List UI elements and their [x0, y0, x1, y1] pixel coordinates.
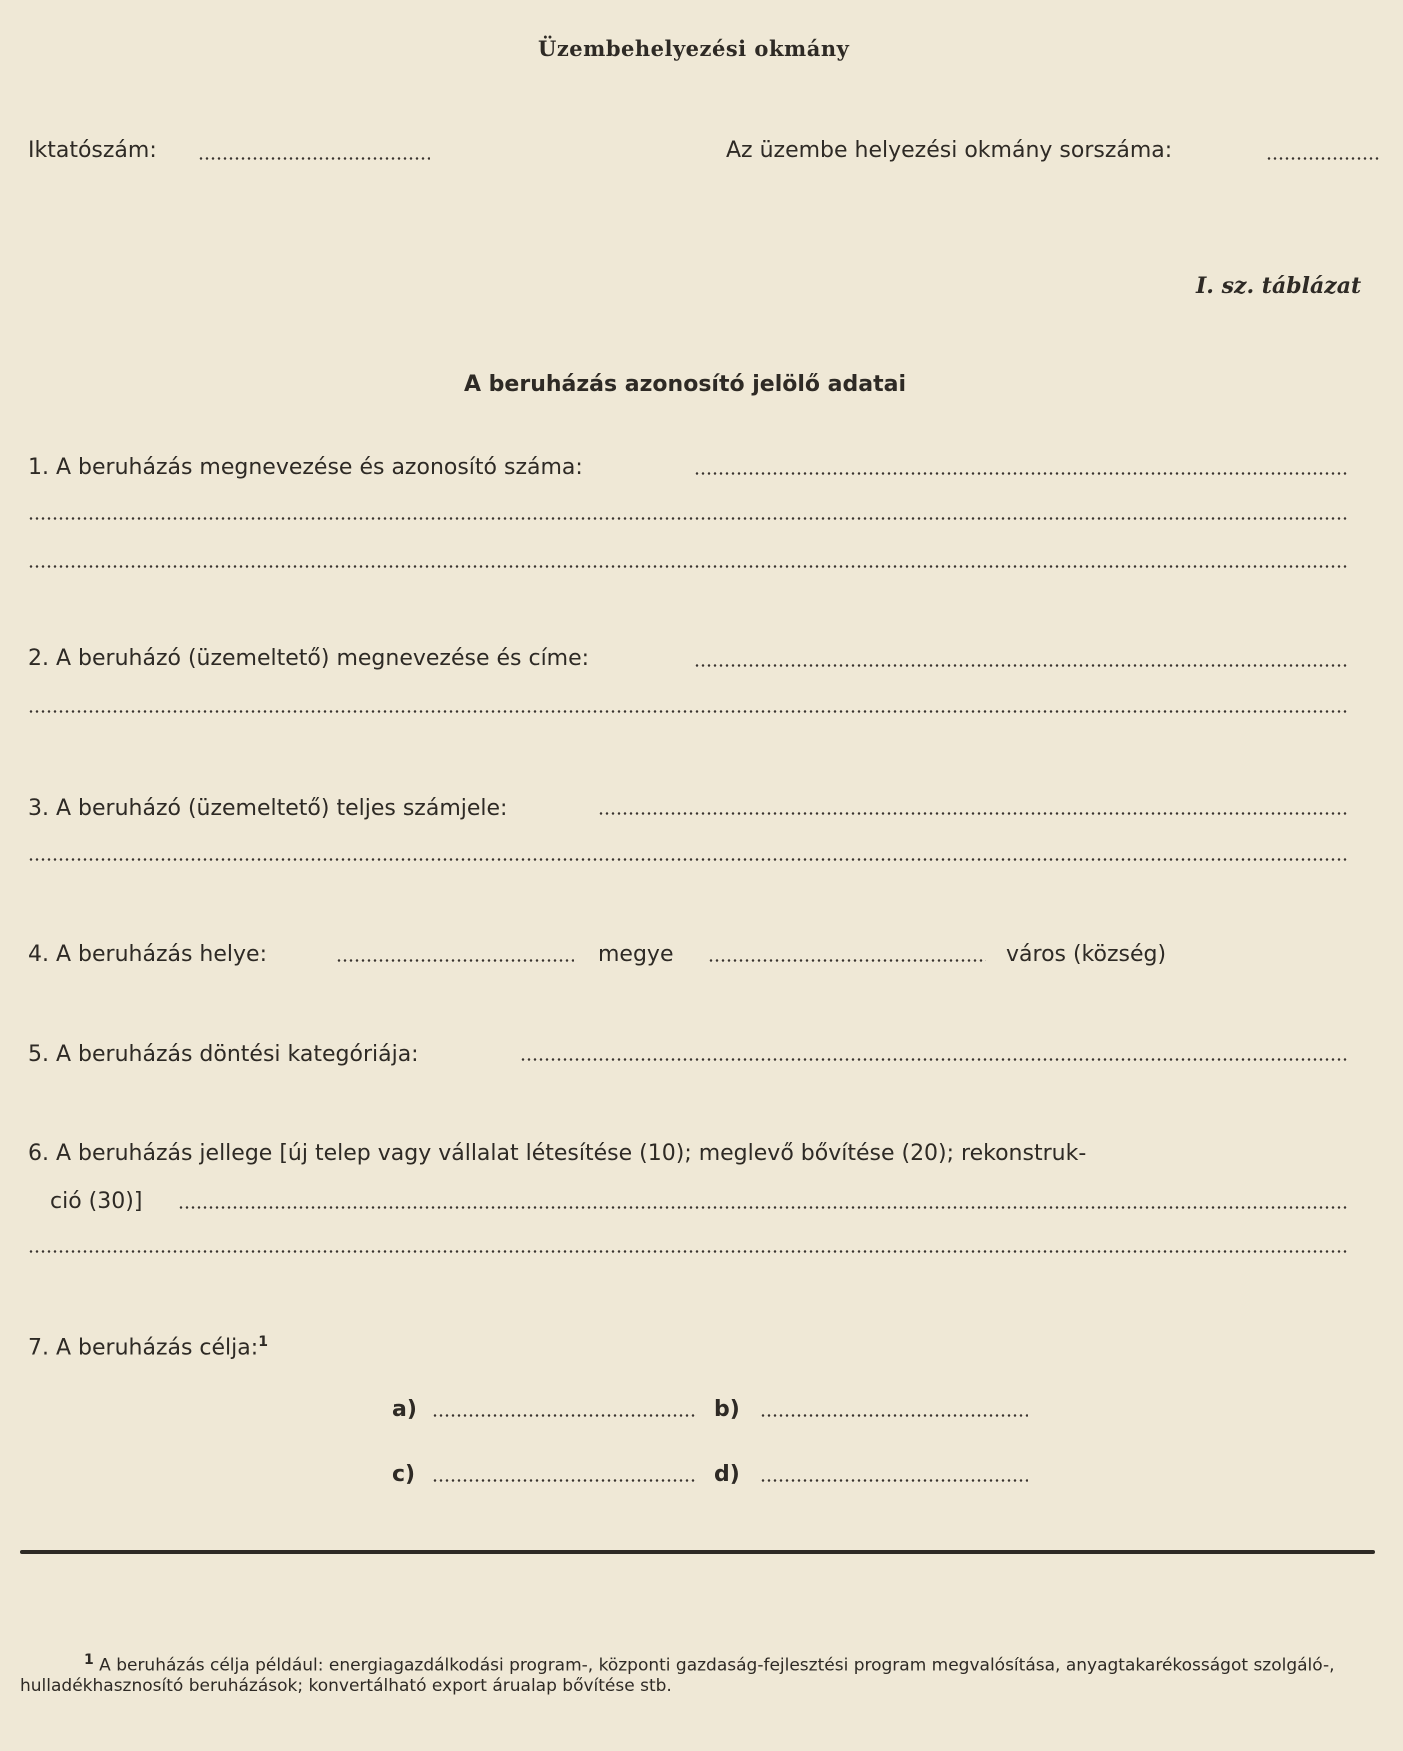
- item-4-label: 4. A beruházás helye:: [28, 942, 267, 967]
- item-5-label: 5. A beruházás döntési kategóriája:: [28, 1042, 419, 1067]
- city-label: város (község): [1006, 942, 1167, 967]
- item-2-field-line-2[interactable]: [28, 710, 1348, 713]
- footnote: [20, 1650, 1340, 1696]
- footnote-divider: [20, 1550, 1375, 1554]
- item-1-field-line-3[interactable]: [28, 565, 1348, 568]
- footnote-marker: 1: [84, 1652, 94, 1668]
- item-1-field-line-2[interactable]: [28, 517, 1348, 520]
- purpose-c-field[interactable]: [432, 1479, 696, 1482]
- purpose-d-label: d): [714, 1462, 740, 1487]
- serial-number-field[interactable]: [1266, 157, 1380, 160]
- purpose-d-field[interactable]: [760, 1479, 1028, 1482]
- item-6-label-line-1: 6. A beruházás jellege [új telep vagy vállalat létesítése (10); meglevő bővítése (20); rekonstruk-: [28, 1141, 1087, 1166]
- item-2-label: 2. A beruházó (üzemeltető) megnevezése és címe:: [28, 646, 590, 671]
- item-1-label: 1. A beruházás megnevezése és azonosító száma:: [28, 455, 583, 480]
- document-title: Üzembehelyezési okmány: [538, 36, 850, 61]
- item-7-label: [28, 1334, 268, 1360]
- section-heading: A beruházás azonosító jelölő adatai: [464, 372, 907, 397]
- item-3-label: 3. A beruházó (üzemeltető) teljes számjele:: [28, 796, 508, 821]
- purpose-b-field[interactable]: [760, 1414, 1028, 1417]
- item-1-field-line-1[interactable]: [694, 472, 1348, 475]
- footnote-text: A beruházás célja például: energiagazdálkodási program-, központi gazdaság-fejlesztési program megvalósítása, anyagtakarékosságot szolgáló-, hulladékhasznosító beruházások; konvertálható export árualap bővítése stb.: [20, 1655, 1335, 1696]
- item-3-field-line-1[interactable]: [598, 812, 1348, 815]
- city-field[interactable]: [708, 959, 986, 962]
- item-5-field[interactable]: [520, 1058, 1348, 1061]
- item-7-text: 7. A beruházás célja:: [28, 1335, 259, 1361]
- item-2-field-line-1[interactable]: [694, 664, 1348, 667]
- serial-number-label: Az üzembe helyezési okmány sorszáma:: [726, 138, 1173, 163]
- purpose-c-label: c): [392, 1462, 416, 1487]
- item-6-field-line-2[interactable]: [28, 1250, 1348, 1253]
- item-6-field-line-1[interactable]: [178, 1206, 1348, 1209]
- registry-number-field[interactable]: [198, 157, 430, 160]
- purpose-a-field[interactable]: [432, 1414, 696, 1417]
- purpose-a-label: a): [392, 1397, 417, 1422]
- footnote-ref: 1: [258, 1334, 268, 1350]
- county-label: megye: [598, 942, 674, 967]
- purpose-b-label: b): [714, 1397, 740, 1422]
- item-3-field-line-2[interactable]: [28, 858, 1348, 861]
- item-6-label-line-2: ció (30)]: [50, 1189, 143, 1214]
- table-label: I. sz. táblázat: [1196, 273, 1362, 299]
- county-field[interactable]: [336, 959, 574, 962]
- registry-number-label: Iktatószám:: [28, 138, 157, 163]
